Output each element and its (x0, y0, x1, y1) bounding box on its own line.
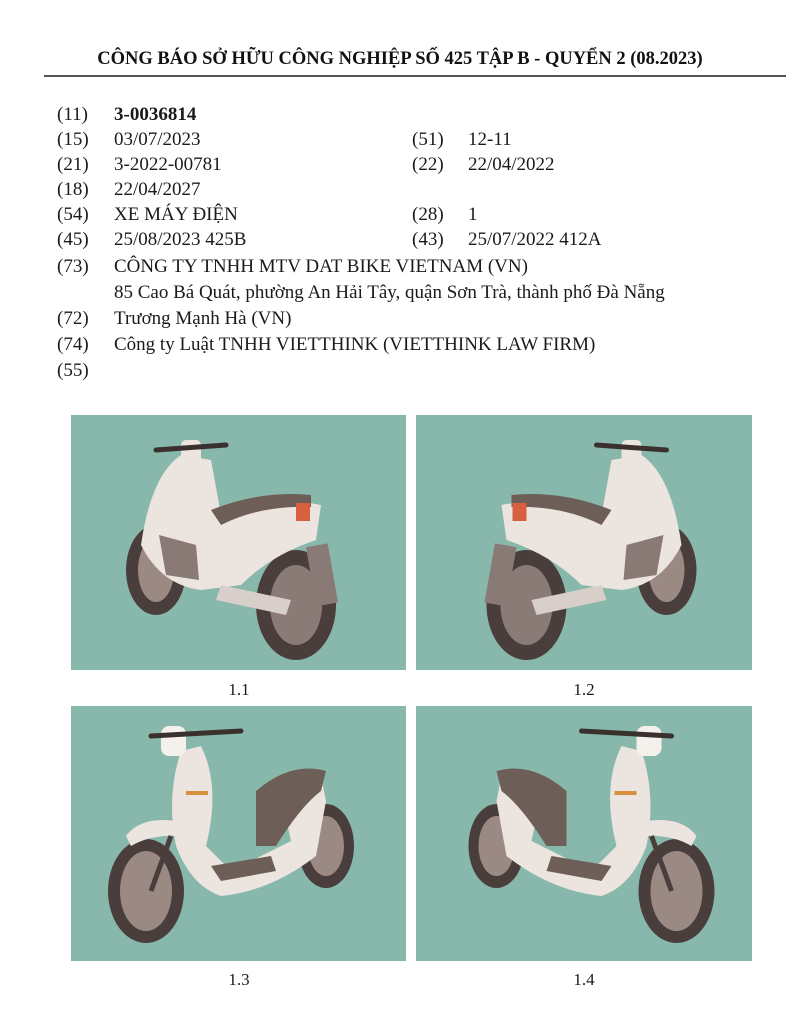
figure-caption: 1.3 (228, 970, 250, 989)
field-code: (55) (57, 360, 89, 381)
designer-name: Trương Mạnh Hà (VN) (114, 308, 292, 329)
field-code: (51) (412, 129, 444, 150)
field-code: (72) (57, 308, 89, 329)
field-code: (74) (57, 334, 89, 355)
field-code: (28) (412, 204, 444, 225)
registration-number: 3-0036814 (114, 104, 197, 125)
field-code: (43) (412, 229, 444, 250)
field-code: (15) (57, 129, 89, 150)
scooter-front-left-illustration (71, 706, 406, 961)
design-count: 1 (468, 204, 478, 225)
figure-1-2 (416, 415, 752, 670)
field-code: (54) (57, 204, 89, 225)
field-code: (11) (57, 104, 88, 125)
figure-1-3 (71, 706, 406, 961)
publication-date: 25/08/2023 425B (114, 229, 247, 250)
figure-caption: 1.2 (573, 680, 595, 699)
field-code: (45) (57, 229, 89, 250)
grant-date: 03/07/2023 (114, 129, 201, 150)
scooter-rear-left-illustration (71, 415, 406, 670)
figure-caption: 1.1 (228, 680, 250, 699)
figure-caption: 1.4 (573, 970, 595, 989)
scooter-rear-right-illustration (416, 415, 752, 670)
field-code: (18) (57, 179, 89, 200)
owner-name: CÔNG TY TNHH MTV DAT BIKE VIETNAM (VN) (114, 256, 528, 277)
representative-name: Công ty Luật TNHH VIETTHINK (VIETTHINK LAW FIRM) (114, 334, 596, 355)
application-number: 3-2022-00781 (114, 154, 222, 175)
owner-address: 85 Cao Bá Quát, phường An Hải Tây, quận Sơn Trà, thành phố Đà Nẵng (114, 282, 665, 303)
scooter-front-right-illustration (416, 706, 752, 961)
header-divider (44, 75, 786, 77)
field-code: (73) (57, 256, 89, 277)
design-title: XE MÁY ĐIỆN (114, 204, 238, 225)
field-code: (21) (57, 154, 89, 175)
application-publication-date: 25/07/2022 412A (468, 229, 602, 250)
expiry-date: 22/04/2027 (114, 179, 201, 200)
gazette-title: CÔNG BÁO SỞ HỮU CÔNG NGHIỆP SỐ 425 TẬP B - QUYỂN 2 (08.2023) (97, 49, 703, 69)
locarno-class: 12-11 (468, 129, 512, 150)
figure-1-1 (71, 415, 406, 670)
filing-date: 22/04/2022 (468, 154, 555, 175)
figure-1-4 (416, 706, 752, 961)
field-code: (22) (412, 154, 444, 175)
